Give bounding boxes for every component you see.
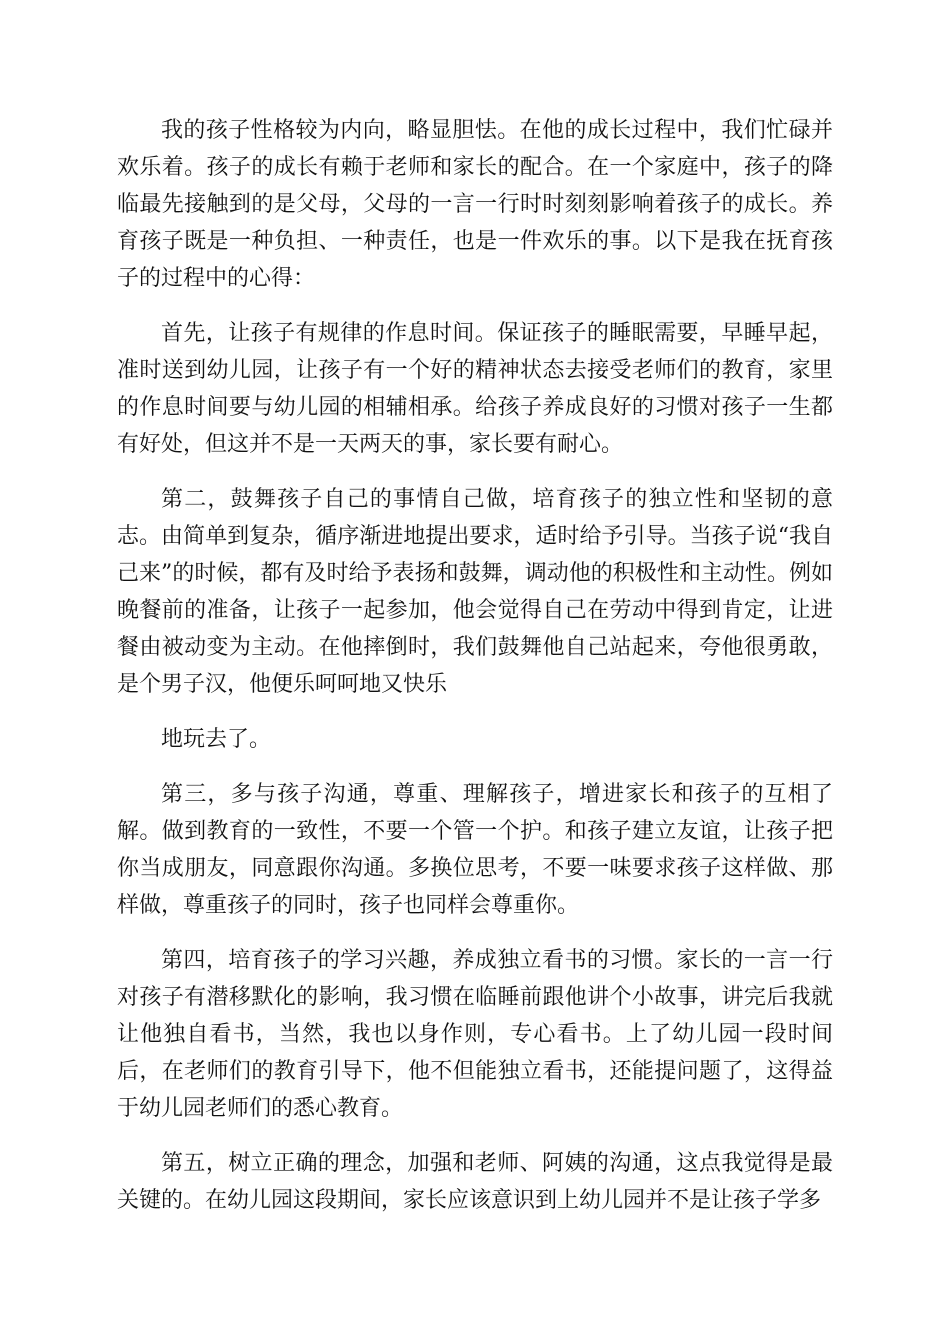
- paragraph-fourth: 第四，培育孩子的学习兴趣，养成独立看书的习惯。家长的一言一行对孩子有潜移默化的影响，我习惯在临睡前跟他讲个小故事，讲完后我就让他独自看书，当然，我也以身作则，专心看书。上了幼儿园一段时间后，在老师们的教育引导下，他不但能独立看书，还能提问题了，这得益于幼儿园老师们的悉心教育。: [117, 948, 833, 1121]
- paragraph-second: 第二，鼓舞孩子自己的事情自己做，培育孩子的独立性和坚韧的意志。由简单到复杂，循序渐进地提出要求，适时给予引导。当孩子说“我自己来”的时候，都有及时给予表扬和鼓舞，调动他的积极性和主动性。例如晚餐前的准备，让孩子一起参加，他会觉得自己在劳动中得到肯定，让进餐由被动变为主动。在他摔倒时，我们鼓舞他自己站起来，夸他很勇敢，是个男子汉，他便乐呵呵地又快乐: [117, 487, 833, 697]
- paragraph-intro: 我的孩子性格较为内向，略显胆怯。在他的成长过程中，我们忙碌并欢乐着。孩子的成长有赖于老师和家长的配合。在一个家庭中，孩子的降临最先接触到的是父母，父母的一言一行时时刻刻影响着孩子的成长。养育孩子既是一种负担、一种责任，也是一件欢乐的事。以下是我在抚育孩子的过程中的心得：: [117, 118, 833, 291]
- paragraph-second-continued: 地玩去了。: [161, 727, 272, 752]
- paragraph-first: 首先，让孩子有规律的作息时间。保证孩子的睡眠需要，早睡早起，准时送到幼儿园，让孩子有一个好的精神状态去接受老师们的教育，家里的作息时间要与幼儿园的相辅相承。给孩子养成良好的习惯对孩子一生都有好处，但这并不是一天两天的事，家长要有耐心。: [117, 321, 833, 457]
- paragraph-fifth: 第五，树立正确的理念，加强和老师、阿姨的沟通，这点我觉得是最关键的。在幼儿园这段期间，家长应该意识到上幼儿园并不是让孩子学多: [117, 1151, 833, 1213]
- paragraph-third: 第三，多与孩子沟通，尊重、理解孩子，增进家长和孩子的互相了解。做到教育的一致性，不要一个管一个护。和孩子建立友谊，让孩子把你当成朋友，同意跟你沟通。多换位思考，不要一味要求孩子这样做、那样做，尊重孩子的同时，孩子也同样会尊重你。: [117, 782, 833, 918]
- document-body: [117, 112, 833, 1237]
